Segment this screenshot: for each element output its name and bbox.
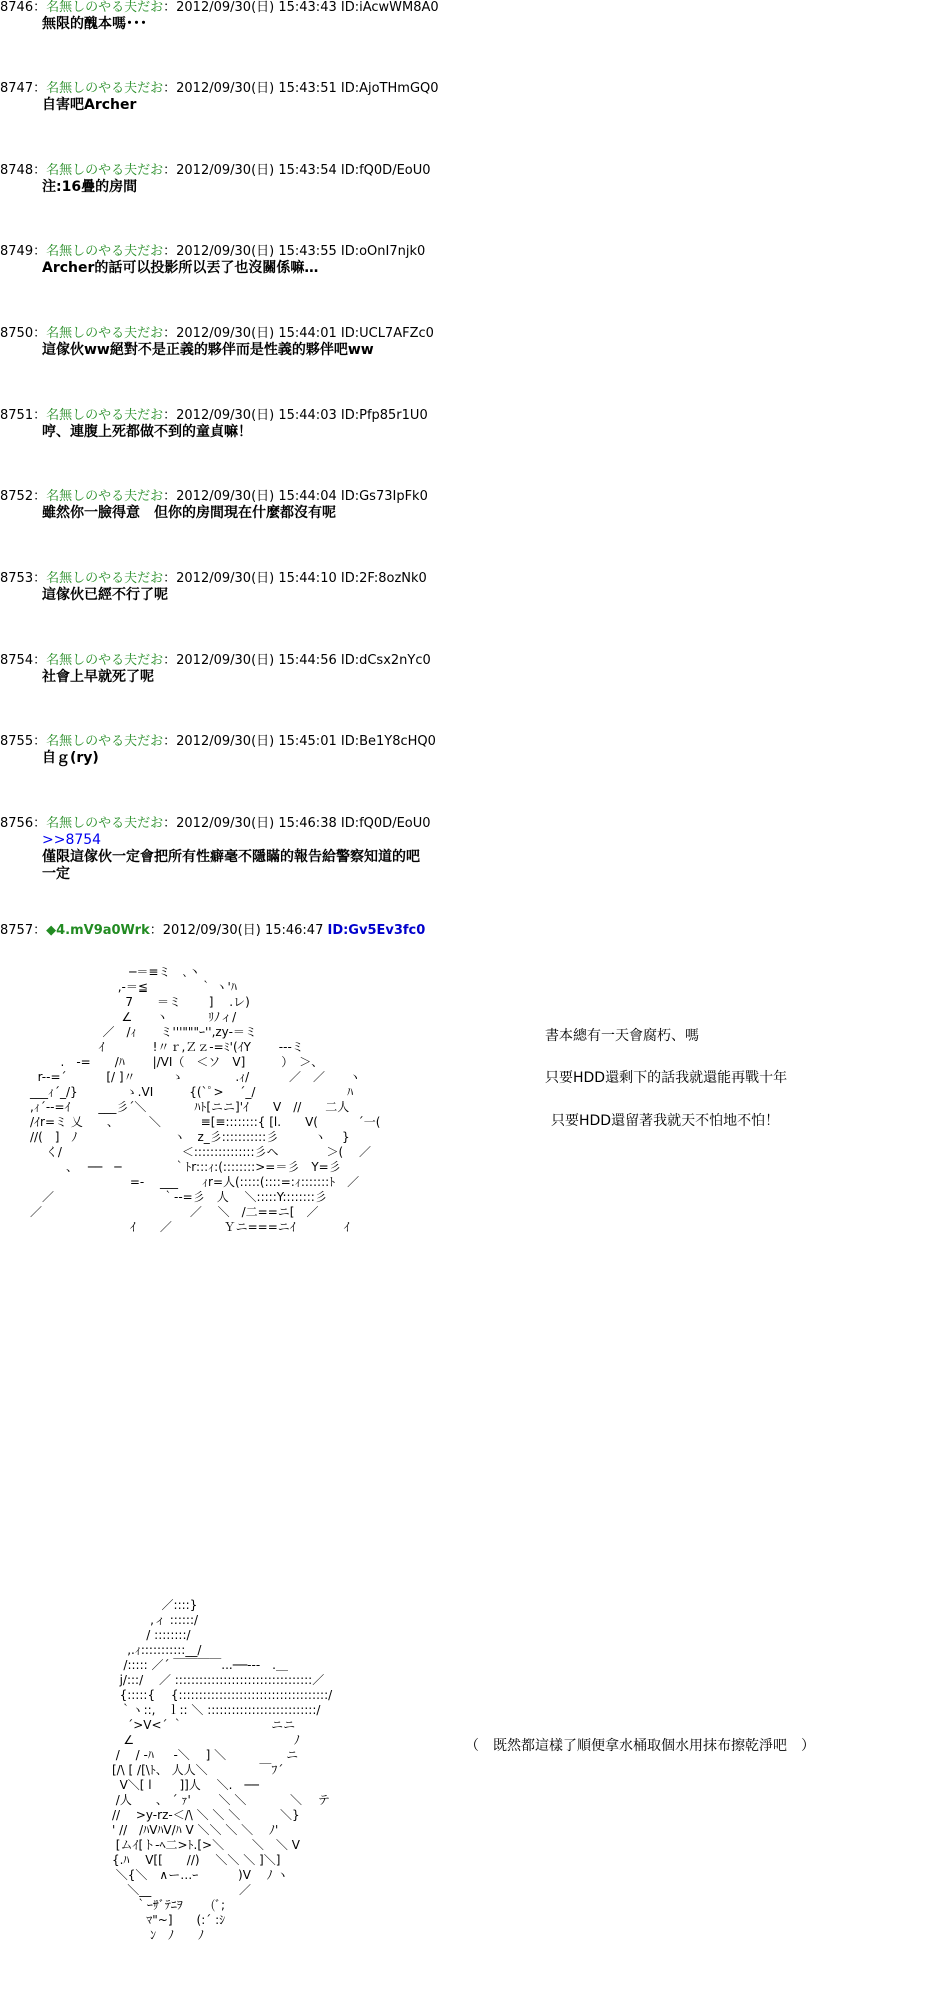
post-body (42, 750, 930, 767)
post-line: 雖然你一臉得意 但你的房間現在什麼都沒有呢 (42, 505, 336, 521)
post-date: 2012/09/30(日) 15:46:47 (162, 923, 324, 938)
separator: ： (33, 81, 47, 96)
post-8747 (0, 81, 930, 114)
post-8746 (0, 0, 930, 33)
poster-name: 名無しのやる夫だお (46, 489, 164, 504)
post-body (42, 587, 930, 604)
post-8751 (0, 408, 930, 441)
poster-trip: ◆4.mV9a0Wrk (46, 923, 150, 938)
post-header (0, 81, 930, 97)
separator: ： (33, 816, 47, 831)
post-number[interactable]: 8749 (0, 244, 34, 259)
poster-name: 名無しのやる夫だお (46, 571, 164, 586)
separator: ： (163, 571, 177, 586)
separator: ： (33, 734, 47, 749)
post-header (0, 816, 930, 832)
post-number[interactable]: 8750 (0, 326, 34, 341)
separator: ： (163, 163, 177, 178)
post-body (42, 669, 930, 686)
separator: ： (149, 923, 163, 938)
post-number[interactable]: 8754 (0, 653, 34, 668)
separator: ： (33, 0, 47, 15)
poster-id[interactable]: ID:Pfp85r1U0 (340, 408, 428, 423)
post-8757 (0, 923, 930, 939)
separator: ： (33, 923, 47, 938)
post-line: 這傢伙ww絕對不是正義的夥伴而是性義的夥伴吧ww (42, 342, 374, 358)
post-line: 社會上早就死了呢 (42, 669, 154, 685)
post-8749 (0, 244, 930, 277)
separator: ： (163, 408, 177, 423)
post-number[interactable]: 8757 (0, 923, 34, 938)
ascii-art-figure-1: ─＝≡ミ ､丶 ,-＝≦ ｀ ヽ'ﾊ 7 ＝ミ ] .レ) ∠ ヽ ﾘﾉィ/ ／ /ｨ ミ'''"""ｰ'',zy-＝ミ ｲ !〃ｒ,Ｚｚ-=ﾐ'(ｲY ---ミ . -= /ﾊ |/VI（ ＜ソ V] ） ＞、 r--=´ [/ ]〃 ゝ .ｨ/ ／ ／ ヽ ___ｨ´_/} ゝ.VI {(`ﾟ> ´_/ ﾊ ,ｨ´--=ｲ ___彡´＼ ﾊﾄ[ニニ]'ｲ V // 二人 /ｲr=ミ 乂 、 ＼ ≡[≡::::::::{ [l. V( ´一( //( ] ﾉ ヽ z_彡:::::::::::彡 ヽ } く/ ＜:::::::::::::::彡ヘ ＞( ／ 、 ── ─ ｀ﾄr:::ｨ:(::::::::>=＝彡 Y=彡 =- ___ ｨr=人(:::::(::::=:ｨ:::::::ﾄ ／ ／ ｀--=彡 人 ＼:::::Y::::::::彡 ／ ／ ＼ /二==ニ[ ／ ｲ ／ Ｙニ===ニｲ ｲ (30, 965, 381, 1234)
aa-caption-2: 只要HDD還剩下的話我就還能再戰十年 (545, 1070, 788, 1086)
separator: ： (33, 408, 47, 423)
separator: ： (163, 0, 177, 15)
post-body (42, 424, 930, 441)
post-date: 2012/09/30(日) 15:43:54 (176, 163, 337, 178)
post-body (42, 342, 930, 359)
post-line: 自害吧Archer (42, 97, 137, 113)
post-header (0, 408, 930, 424)
post-line: Archer的話可以投影所以丟了也沒關係嘛… (42, 260, 319, 276)
separator: ： (33, 571, 47, 586)
post-body (42, 97, 930, 114)
reply-anchor-link[interactable]: >>8754 (42, 832, 102, 848)
post-header (0, 923, 930, 939)
post-line: 自ｇ(ry) (42, 750, 99, 766)
post-8754 (0, 653, 930, 686)
poster-name: 名無しのやる夫だお (46, 816, 164, 831)
ascii-art-figure-2: ／::::} ,ィ ::::::/ / ::::::::/ ,.ｨ:::::::::::__/ /::::: ／´ ￣￣￣￣...──--- .＿ j/:::/ ／ ::::::::::::::::::::::::::::::::::／ {:::::{ {:::::::::::::::::::::::::::::::::::::/ ｀ヽ::, ｌ:: ＼ :::::::::::::::::::::::::::/ ´>V<´ ｀ ニニ ∠ ﾉ / / -ﾊ -＼ ] ＼ ニ [/\ [ /[\ﾄ、 人人＼ ￣ﾌ´ V＼[ l ]]人 ＼. ── /人 、 ´ ｧ' ＼ ＼ ＼ テ // >y-rz-＜/\ ＼ ＼ ＼ ＼} ' // /ﾊVﾊV/ﾊ V ＼＼ ＼ ＼ ﾉ' [ムｲ[ト-ﾍ二>ﾄ.[>＼ ＼ ＼ V {.ﾊ V[[ //) ＼＼ ＼ ]＼] ＼{＼ ∧ー…ｰ )V ﾉ ヽ ＼__ ／ ｀ｰｻﾞﾃﾆｦ (ﾞ; ﾏ"~] (:´ :ｼ ﾝ ﾉ ﾉ (111, 1598, 333, 1942)
post-8748 (0, 163, 930, 196)
poster-id[interactable]: ID:UCL7AFZc0 (340, 326, 434, 341)
poster-name: 名無しのやる夫だお (46, 0, 164, 15)
poster-id[interactable]: ID:Gs73IpFk0 (340, 489, 428, 504)
separator: ： (163, 653, 177, 668)
post-date: 2012/09/30(日) 15:45:01 (176, 734, 337, 749)
poster-id[interactable]: ID:fQ0D/EoU0 (340, 816, 431, 831)
post-body (42, 260, 930, 277)
poster-name: 名無しのやる夫だお (46, 163, 164, 178)
aa-caption-1: 書本總有一天會腐朽、嗎 (545, 1028, 699, 1044)
post-header (0, 489, 930, 505)
post-date: 2012/09/30(日) 15:43:51 (176, 81, 337, 96)
separator: ： (33, 163, 47, 178)
post-date: 2012/09/30(日) 15:44:04 (176, 489, 337, 504)
post-number[interactable]: 8748 (0, 163, 34, 178)
aa-caption-3: 只要HDD還留著我就天不怕地不怕！ (551, 1113, 780, 1129)
post-date: 2012/09/30(日) 15:44:03 (176, 408, 337, 423)
post-body (42, 16, 930, 33)
separator: ： (33, 653, 47, 668)
poster-id[interactable]: ID:fQ0D/EoU0 (340, 163, 431, 178)
aa-caption-4: （ 既然都這樣了順便拿水桶取個水用抹布擦乾淨吧 ） (465, 1738, 815, 1754)
post-header (0, 244, 930, 260)
post-line: 注:16疊的房間 (42, 179, 138, 195)
post-header (0, 734, 930, 750)
separator: ： (163, 244, 177, 259)
post-header (0, 0, 930, 16)
poster-id[interactable]: ID:dCsx2nYc0 (340, 653, 431, 668)
post-number[interactable]: 8752 (0, 489, 34, 504)
poster-name: 名無しのやる夫だお (46, 734, 164, 749)
post-date: 2012/09/30(日) 15:43:55 (176, 244, 337, 259)
post-number[interactable]: 8751 (0, 408, 34, 423)
separator: ： (163, 326, 177, 341)
post-number[interactable]: 8753 (0, 571, 34, 586)
separator: ： (163, 81, 177, 96)
post-date: 2012/09/30(日) 15:44:10 (176, 571, 337, 586)
poster-id[interactable]: ID:oOnI7njk0 (340, 244, 426, 259)
poster-id[interactable]: ID:Gv5Ev3fc0 (327, 923, 426, 938)
post-header (0, 653, 930, 669)
poster-name: 名無しのやる夫だお (46, 408, 164, 423)
post-8756 (0, 816, 930, 883)
post-header (0, 326, 930, 342)
post-body (42, 832, 930, 883)
post-number[interactable]: 8746 (0, 0, 34, 15)
post-date: 2012/09/30(日) 15:46:38 (176, 816, 337, 831)
post-8750 (0, 326, 930, 359)
post-line: 這傢伙已經不行了呢 (42, 587, 168, 603)
post-number[interactable]: 8756 (0, 816, 34, 831)
post-body (42, 179, 930, 196)
post-header (0, 571, 930, 587)
separator: ： (163, 489, 177, 504)
post-line: 無限的醜本嗎･･･ (42, 16, 147, 32)
post-date: 2012/09/30(日) 15:44:56 (176, 653, 337, 668)
poster-name: 名無しのやる夫だお (46, 81, 164, 96)
post-8753 (0, 571, 930, 604)
poster-name: 名無しのやる夫だお (46, 653, 164, 668)
post-line: 僅限這傢伙一定會把所有性癖毫不隱瞞的報告給警察知道的吧 (42, 849, 420, 865)
separator: ： (163, 816, 177, 831)
separator: ： (33, 489, 47, 504)
post-date: 2012/09/30(日) 15:44:01 (176, 326, 337, 341)
separator: ： (33, 326, 47, 341)
poster-name: 名無しのやる夫だお (46, 326, 164, 341)
post-8755 (0, 734, 930, 767)
post-header (0, 163, 930, 179)
post-number[interactable]: 8755 (0, 734, 34, 749)
poster-id[interactable]: ID:Be1Y8cHQ0 (340, 734, 436, 749)
poster-id[interactable]: ID:iAcwWM8A0 (340, 0, 439, 15)
post-date: 2012/09/30(日) 15:43:43 (176, 0, 337, 15)
post-line: 哼、連腹上死都做不到的童貞嘛！ (42, 424, 252, 440)
post-8752 (0, 489, 930, 522)
poster-name: 名無しのやる夫だお (46, 244, 164, 259)
post-number[interactable]: 8747 (0, 81, 34, 96)
separator: ： (33, 244, 47, 259)
post-line: 一定 (42, 866, 70, 882)
poster-id[interactable]: ID:AjoTHmGQ0 (340, 81, 439, 96)
poster-id[interactable]: ID:2F:8ozNk0 (340, 571, 427, 586)
post-body (42, 505, 930, 522)
separator: ： (163, 734, 177, 749)
